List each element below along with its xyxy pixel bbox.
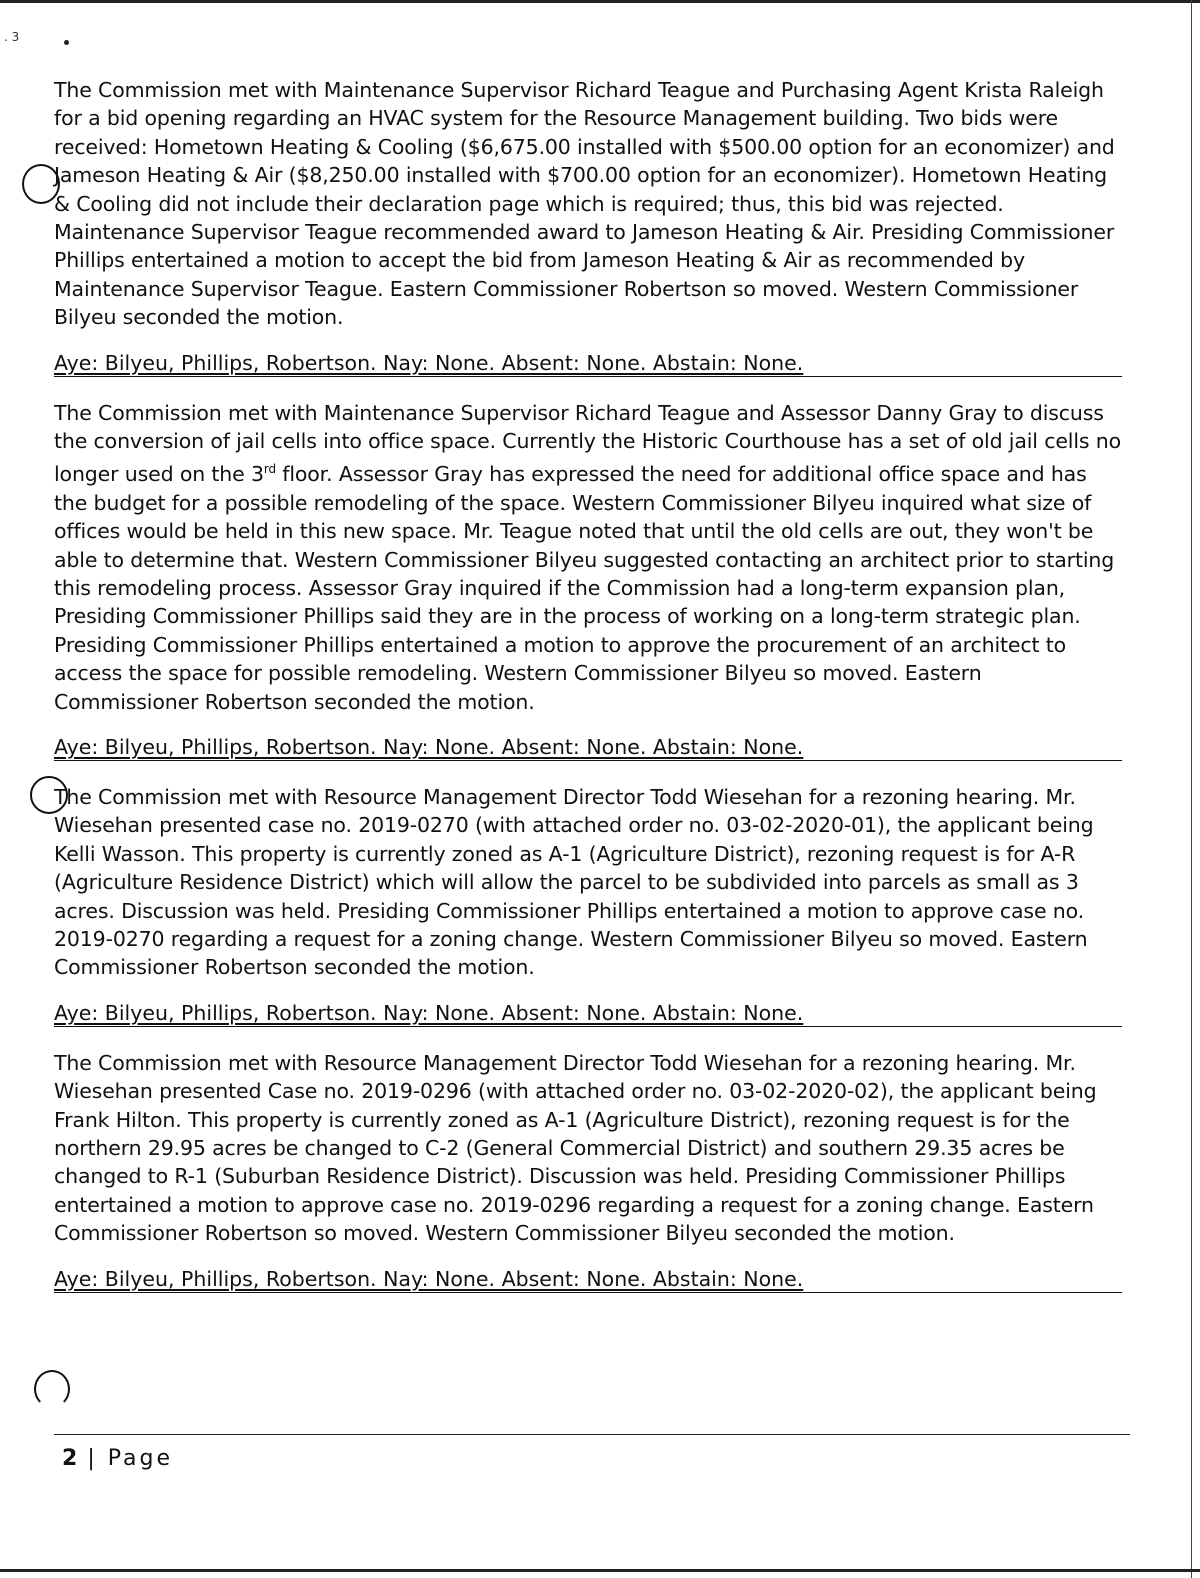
paragraph-text: floor. Assessor Gray has expressed the need for additional office space and has the budget for a possible remodeling of the space. Western Commissioner Bilyeu inquired what size of offices would be held in this new space. Mr. Teague noted that until the old cells are out, they won't be able to determine that. Western Commissioner Bilyeu suggested contacting an architect prior to starting this remodeling process. Assessor Gray inquired if the Commission had a long-term expansion plan, Presiding Commissioner Phillips said they are in the process of working on a long-term strategic plan. Presiding Commissioner Phillips entertained a motion to approve the procurement of an architect to access the space for possible remodeling. Western Commissioner Bilyeu so moved. Eastern Commissioner Robertson seconded the motion. <box>54 462 1115 714</box>
vote-text: Aye: Bilyeu, Phillips, Robertson. Nay: None. Absent: None. Abstain: None. <box>54 1000 804 1025</box>
vote-record <box>54 1000 1122 1027</box>
footer-separator: | <box>87 1446 98 1471</box>
scan-border-bottom <box>0 1569 1200 1572</box>
scan-border-top <box>0 0 1200 3</box>
minutes-body <box>54 76 1122 1315</box>
page-label: Page <box>107 1446 173 1471</box>
vote-text: Aye: Bilyeu, Phillips, Robertson. Nay: None. Absent: None. Abstain: None. <box>54 1266 804 1291</box>
vote-record <box>54 1266 1122 1293</box>
hole-punch-mark <box>34 1370 70 1408</box>
vote-text: Aye: Bilyeu, Phillips, Robertson. Nay: None. Absent: None. Abstain: None. <box>54 350 804 375</box>
vote-text: Aye: Bilyeu, Phillips, Robertson. Nay: None. Absent: None. Abstain: None. <box>54 734 804 759</box>
minutes-paragraph-jail-cells <box>54 399 1122 716</box>
page-footer <box>62 1446 173 1471</box>
minutes-paragraph-rezoning-wasson: The Commission met with Resource Management Director Todd Wiesehan for a rezoning hearing. Mr. Wiesehan presented case no. 2019-0270 (with attached order no. 03-02-2020-01), the applicant being Kelli Wasson. This property is currently zoned as A-1 (Agriculture District), rezoning request is for A-R (Agriculture Residence District) which will allow the parcel to be subdivided into parcels as small as 3 acres. Discussion was held. Presiding Commissioner Phillips entertained a motion to approve case no. 2019-0270 regarding a request for a zoning change. Western Commissioner Bilyeu so moved. Eastern Commissioner Robertson seconded the motion. <box>54 784 1094 980</box>
corner-mark: . 3 <box>4 30 20 44</box>
page-number: 2 <box>62 1446 78 1471</box>
minutes-paragraph-rezoning-hilton: The Commission met with Resource Management Director Todd Wiesehan for a rezoning hearing. Mr. Wiesehan presented Case no. 2019-0296 (with attached order no. 03-02-2020-02), the applicant being Frank Hilton. This property is currently zoned as A-1 (Agriculture District), rezoning request is for the northern 29.95 acres be changed to C-2 (General Commercial District) and southern 29.35 acres be changed to R-1 (Suburban Residence District). Discussion was held. Presiding Commissioner Phillips entertained a motion to approve case no. 2019-0296 regarding a request for a zoning change. Eastern Commissioner Robertson so moved. Western Commissioner Bilyeu seconded the motion. <box>54 1050 1097 1246</box>
footer-rule <box>54 1434 1130 1435</box>
vote-record <box>54 350 1122 377</box>
vote-record <box>54 734 1122 761</box>
scan-speck <box>64 40 69 45</box>
minutes-paragraph-hvac-bid: The Commission met with Maintenance Supervisor Richard Teague and Purchasing Agent Krista Raleigh for a bid opening regarding an HVAC system for the Resource Management building. Two bids were received: Hometown Heating & Cooling ($6,675.00 installed with $500.00 option for an economizer) and Jameson Heating & Air ($8,250.00 installed with $700.00 option for an economizer). Hometown Heating & Cooling did not include their declaration page which is required; thus, this bid was rejected. Maintenance Supervisor Teague recommended award to Jameson Heating & Air. Presiding Commissioner Phillips entertained a motion to accept the bid from Jameson Heating & Air as recommended by Maintenance Supervisor Teague. Eastern Commissioner Robertson so moved. Western Commissioner Bilyeu seconded the motion. <box>54 78 1115 330</box>
ordinal-superscript: rd <box>263 462 276 477</box>
scan-border-right <box>1191 0 1192 1578</box>
paragraph-text: The Commission met with Maintenance Supervisor Richard Teague and Assessor Danny Gray to discuss the conversion of jail cells into office space. Currently the Historic Courthouse has a set of old jail cells no longer used on the 3 <box>54 400 1122 487</box>
